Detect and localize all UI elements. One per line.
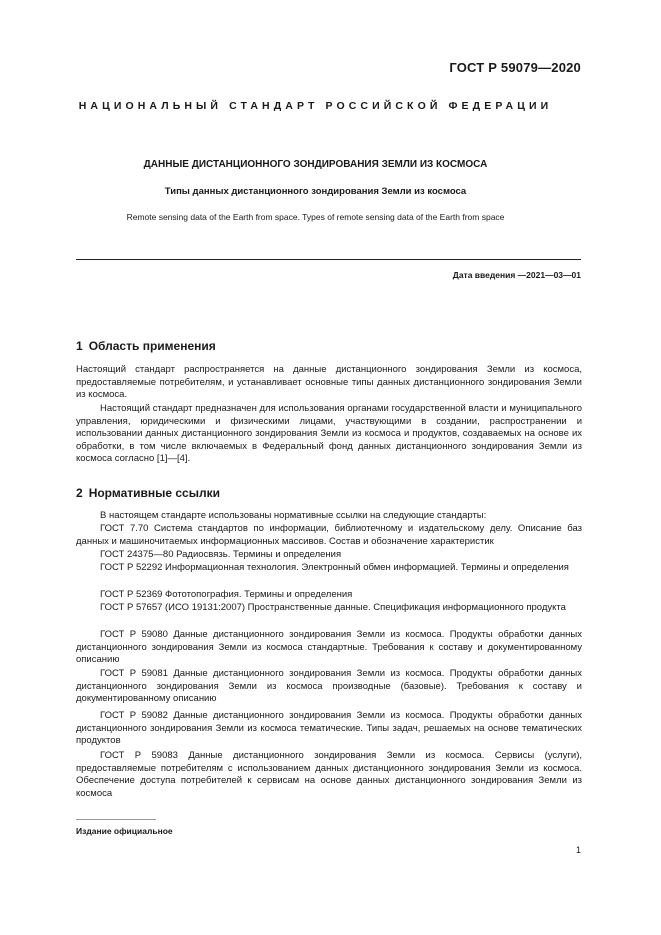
reference-text: ГОСТ Р 59080 Данные дистанционного зондирования Земли из космоса. Продукты обработки данных дистанционного зондирования Земли из космоса стандартные. Требования к составу и документированному описанию bbox=[76, 629, 582, 666]
page-number: 1 bbox=[575, 845, 581, 855]
section-1-heading bbox=[76, 339, 216, 353]
reference-item bbox=[76, 668, 582, 706]
reference-text: ГОСТ Р 59082 Данные дистанционного зондирования Земли из космоса. Продукты обработки данных дистанционного зондирования Земли из космоса тематические. Типы задач, решаемых на основе тематических продуктов bbox=[76, 710, 582, 747]
section-1-paragraph bbox=[76, 403, 582, 466]
introduction-date: Дата введения —2021—03—01 bbox=[452, 270, 581, 280]
reference-item bbox=[76, 750, 582, 800]
reference-item bbox=[76, 629, 582, 667]
reference-item bbox=[76, 523, 582, 548]
footer-divider bbox=[76, 819, 156, 820]
title-divider bbox=[76, 259, 581, 260]
reference-text: ГОСТ Р 57657 (ИСО 19131:2007) Пространственные данные. Спецификация информационного продукта bbox=[100, 602, 566, 613]
national-standard-caption: НАЦИОНАЛЬНЫЙ СТАНДАРТ РОССИЙСКОЙ ФЕДЕРАЦИИ bbox=[78, 100, 553, 112]
document-number: ГОСТ Р 59079—2020 bbox=[449, 60, 581, 75]
section-1-paragraph bbox=[76, 364, 582, 402]
document-subtitle: Типы данных дистанционного зондирования Земли из космоса bbox=[164, 186, 467, 197]
section-1-number: 1 bbox=[76, 339, 83, 353]
reference-item bbox=[76, 549, 582, 562]
reference-text: ГОСТ Р 59083 Данные дистанционного зондирования Земли из космоса. Сервисы (услуги), предоставляемые потребителям с использованием данных дистанционного зондирования Земли из космоса. Обеспечение доступа потребителей к сервисам на основе данных дистанционного зондирования Земли из космоса bbox=[76, 750, 582, 799]
section-1-paragraph-text: Настоящий стандарт распространяется на данные дистанционного зондирования Земли из космоса, предоставляемые потребителям, и устанавливает основные типы данных дистанционного зондирования Земли из космоса. bbox=[76, 364, 582, 401]
reference-text: ГОСТ 24375—80 Радиосвязь. Термины и определения bbox=[100, 549, 342, 560]
reference-text: В настоящем стандарте использованы нормативные ссылки на следующие стандарты: bbox=[100, 510, 487, 521]
reference-text: ГОСТ Р 59081 Данные дистанционного зондирования Земли из космоса. Продукты обработки данных дистанционного зондирования Земли из космоса производные (базовые). Требования к составу и документированному описанию bbox=[76, 668, 582, 705]
reference-text: ГОСТ Р 52292 Информационная технология. Электронный обмен информацией. Термины и определения bbox=[100, 562, 569, 573]
section-2-title: Нормативные ссылки bbox=[88, 486, 220, 500]
document-title: ДАННЫЕ ДИСТАНЦИОННОГО ЗОНДИРОВАНИЯ ЗЕМЛИ ИЗ КОСМОСА bbox=[143, 159, 488, 170]
reference-item bbox=[76, 510, 582, 523]
reference-item bbox=[76, 562, 582, 575]
reference-item bbox=[76, 602, 582, 615]
section-2-heading bbox=[76, 486, 220, 500]
reference-item bbox=[76, 589, 582, 602]
english-title: Remote sensing data of the Earth from space. Types of remote sensing data of the Earth from space bbox=[126, 212, 505, 222]
section-1-paragraph-text: Настоящий стандарт предназначен для использования органами государственной власти и муниципального управления, юридическими и физическими лицами, участвующими в создании, распространении и использовании данных дистанционного зондирования Земли из космоса и продуктов, создаваемых на основе их обработки, в том числе включаемых в Федеральный фонд данных дистанционного зондирования Земли из космоса согласно [1]—[4]. bbox=[76, 403, 582, 465]
section-1-title: Область применения bbox=[88, 339, 216, 353]
reference-item bbox=[76, 710, 582, 748]
reference-text: ГОСТ Р 52369 Фототопография. Термины и определения bbox=[100, 589, 353, 600]
edition-label: Издание официальное bbox=[76, 826, 173, 836]
section-2-number: 2 bbox=[76, 486, 83, 500]
reference-text: ГОСТ 7.70 Система стандартов по информации, библиотечному и издательскому делу. Описание баз данных и машиночитаемых информационных массивов. Состав и обозначение характеристик bbox=[76, 523, 582, 547]
